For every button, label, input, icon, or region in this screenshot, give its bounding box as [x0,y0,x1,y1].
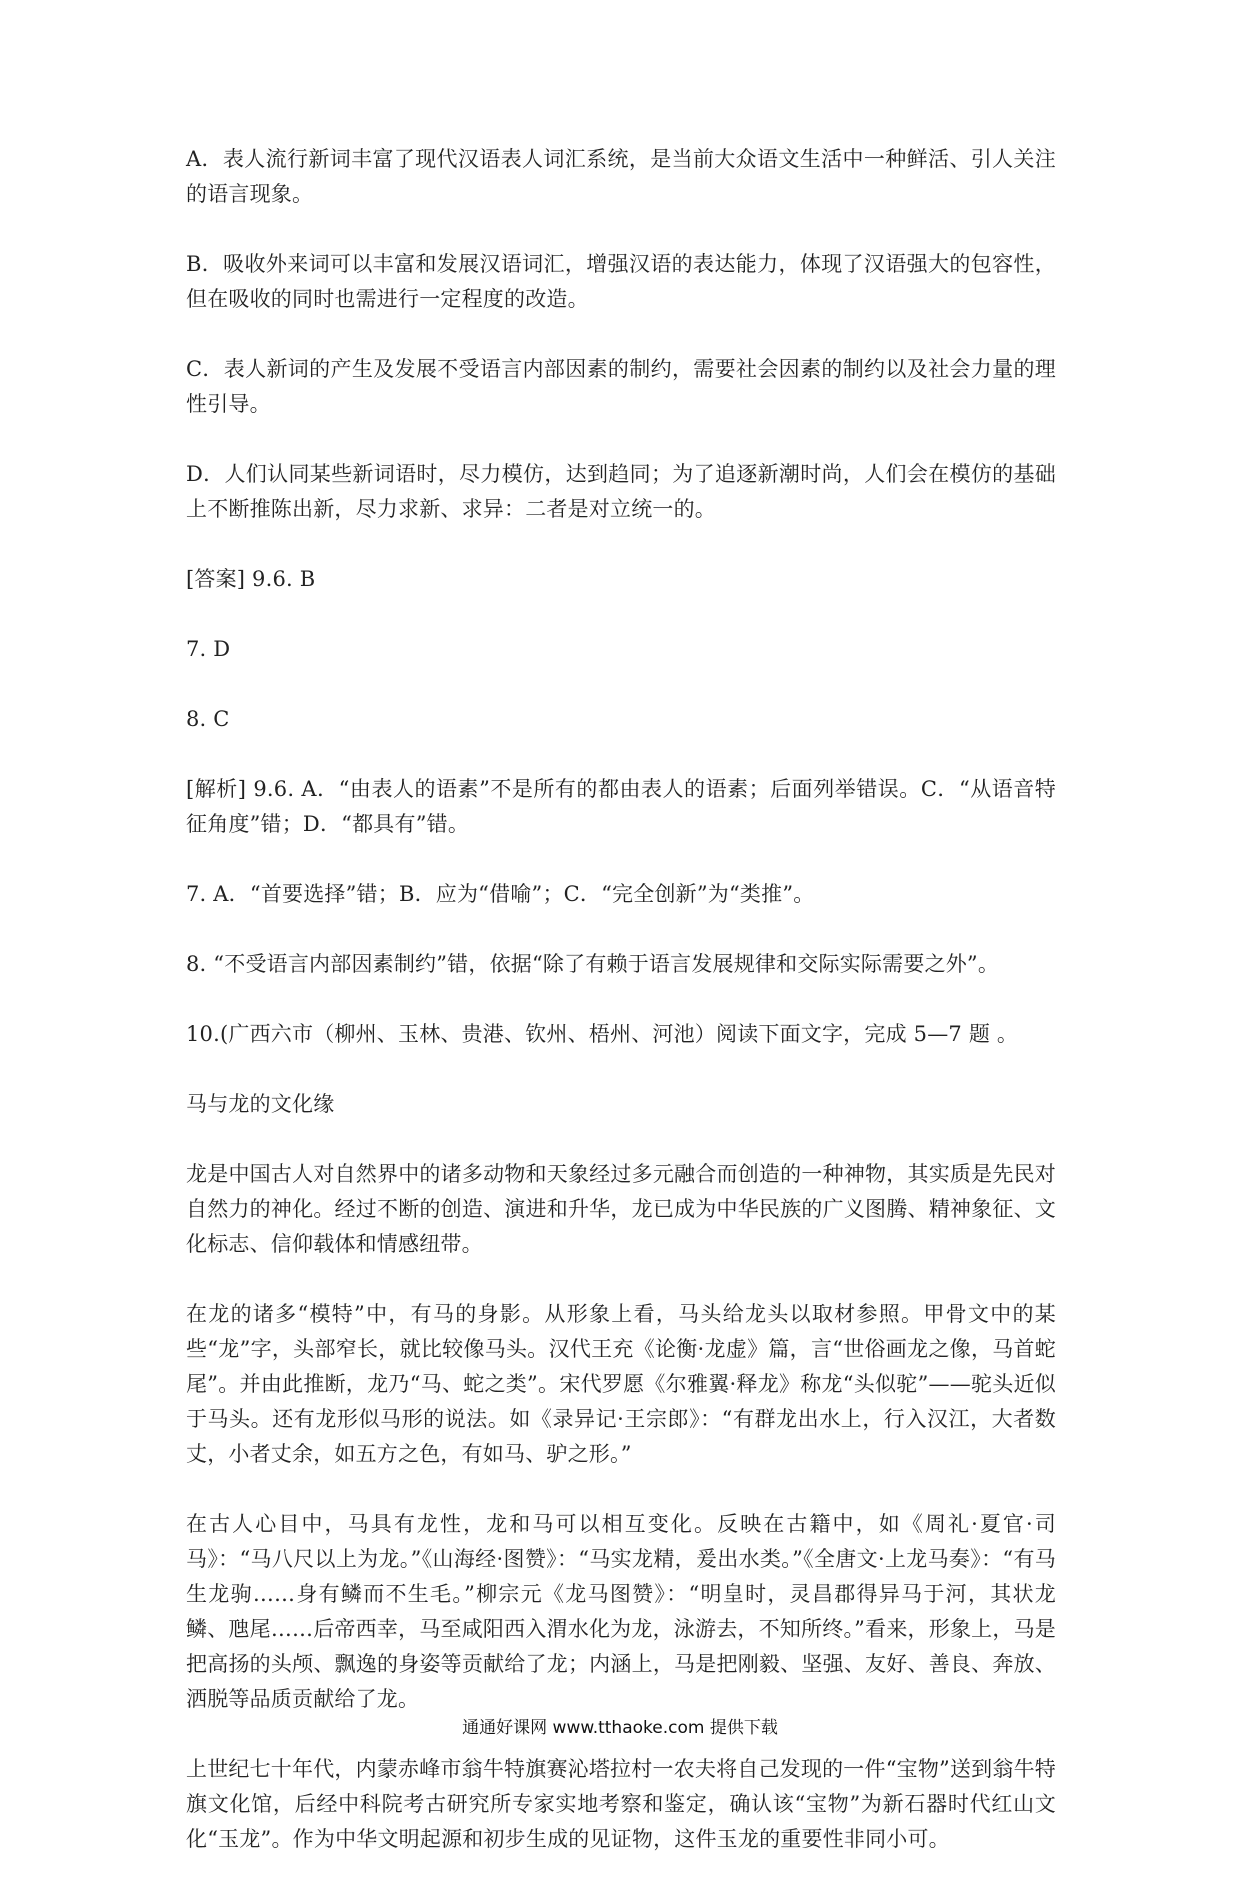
analysis-9-6: [解析] 9.6. A．“由表人的语素”不是所有的都由表人的语素；后面列举错误。C．“从语音特征角度”错；D．“都具有”错。 [186,777,1056,836]
document-body [186,142,1056,1892]
article-paragraph-3: 在古人心目中，马具有龙性，龙和马可以相互变化。反映在古籍中，如《周礼·夏官·司马》：“马八尺以上为龙。”《山海经·图赞》：“马实龙精，爰出水类。”《全唐文·上龙马奏》：“有马生龙驹……身有鳞而不生毛。”柳宗元《龙马图赞》：“明皇时，灵昌郡得异马于河，其状龙鳞、虺尾……后帝西幸，马至咸阳西入渭水化为龙，泳游去，不知所终。”看来，形象上，马是把高扬的头颅、飘逸的身姿等贡献给了龙；内涵上，马是把刚毅、坚强、友好、善良、奔放、洒脱等品质贡献给了龙。 [186,1512,1056,1711]
analysis-8: 8. “不受语言内部因素制约”错，依据“除了有赖于语言发展规律和交际实际需要之外”。 [186,952,1000,976]
answer-line: [答案] 9.6. B [186,567,316,591]
article-paragraph-4: 上世纪七十年代，内蒙赤峰市翁牛特旗赛沁塔拉村一农夫将自己发现的一件“宝物”送到翁牛特旗文化馆，后经中科院考古研究所专家实地考察和鉴定，确认该“宝物”为新石器时代红山文化“玉龙”。作为中华文明起源和初步生成的见证物，这件玉龙的重要性非同小可。 [186,1757,1056,1851]
article-paragraph-2: 在龙的诸多“模特”中，有马的身影。从形象上看，马头给龙头以取材参照。甲骨文中的某些“龙”字，头部窄长，就比较像马头。汉代王充《论衡·龙虚》篇，言“世俗画龙之像，马首蛇尾”。并由此推断，龙乃“马、蛇之类”。宋代罗愿《尔雅翼·释龙》称龙“头似驼”——驼头近似于马头。还有龙形似马形的说法。如《录异记·王宗郎》：“有群龙出水上，行入汉江，大者数丈，小者丈余，如五方之色，有如马、驴之形。” [186,1302,1056,1466]
option-a-paragraph: A．表人流行新词丰富了现代汉语表人词汇系统，是当前大众语文生活中一种鲜活、引人关注的语言现象。 [186,147,1056,206]
option-c-paragraph: C．表人新词的产生及发展不受语言内部因素的制约，需要社会因素的制约以及社会力量的理性引导。 [186,357,1056,416]
option-d-paragraph: D．人们认同某些新词语时，尽力模仿，达到趋同；为了追逐新潮时尚，人们会在模仿的基础上不断推陈出新，尽力求新、求异：二者是对立统一的。 [186,462,1056,521]
question-10-heading: 10.(广西六市（柳州、玉林、贵港、钦州、梧州、河池）阅读下面文字，完成 5—7 题 。 [186,1022,1019,1046]
article-title: 马与龙的文化缘 [186,1092,335,1116]
article-paragraph-1: 龙是中国古人对自然界中的诸多动物和天象经过多元融合而创造的一种神物，其实质是先民对自然力的神化。经过不断的创造、演进和升华，龙已成为中华民族的广义图腾、精神象征、文化标志、信仰载体和情感纽带。 [186,1162,1056,1256]
option-b-paragraph: B．吸收外来词可以丰富和发展汉语词汇，增强汉语的表达能力，体现了汉语强大的包容性，但在吸收的同时也需进行一定程度的改造。 [186,252,1056,311]
answer-7: 7. D [186,637,231,661]
page-footer: 通通好课网 www.tthaoke.com 提供下载 [462,1718,778,1738]
analysis-7: 7. A．“首要选择”错；B．应为“借喻”；C．“完全创新”为“类推”。 [186,882,815,906]
answer-8: 8. C [186,707,230,731]
